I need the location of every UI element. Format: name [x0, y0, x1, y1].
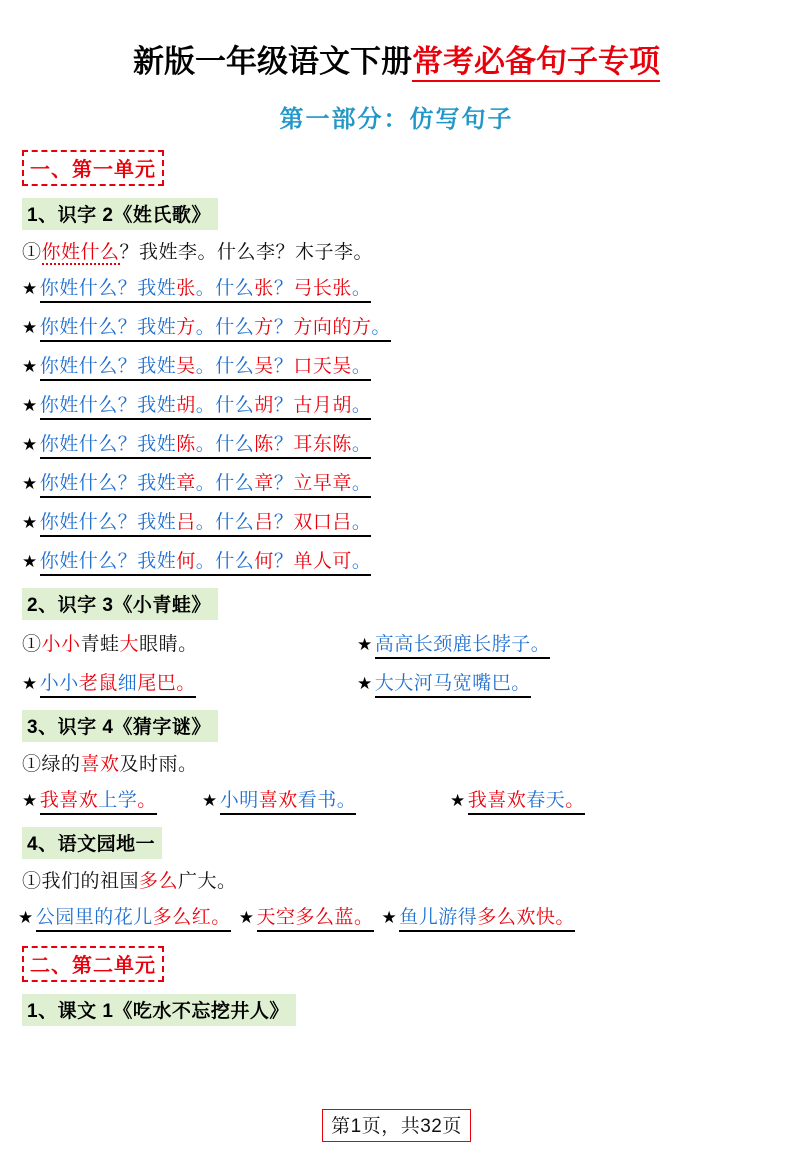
answer-text [40, 668, 196, 698]
star-icon: ★ [450, 791, 466, 810]
answer-seg: 春天 [526, 790, 566, 811]
star-icon: ★ [238, 908, 255, 927]
answer-seg: 口天吴 [293, 356, 352, 377]
answer-seg: 。什么 [195, 395, 255, 416]
star-icon: ★ [22, 357, 38, 376]
answer-seg: 胡 [254, 395, 274, 416]
answer-seg: 你姓什么？我姓 [39, 278, 177, 299]
answer-seg: 方 [176, 317, 196, 338]
answer-seg: 。什么 [195, 512, 255, 533]
answer-text [257, 902, 374, 932]
unit-2-section-heading-wrapper [0, 982, 793, 1026]
answer-row [22, 351, 793, 381]
example-prefix: ① [22, 754, 42, 775]
example-prefix: ① [22, 634, 42, 655]
section-2-second-row [22, 668, 793, 698]
answer-text [40, 785, 157, 815]
answer-row [450, 785, 585, 815]
answer-row [22, 390, 793, 420]
page-title [0, 36, 793, 81]
section-4-heading: 4、语文园地一 [22, 827, 162, 859]
page-subtitle: 第一部分：仿写句子 [279, 106, 514, 133]
star-icon: ★ [22, 435, 38, 454]
answer-seg: 立早章 [293, 473, 352, 494]
answer-seg: ？ [273, 473, 294, 494]
document-page [0, 36, 793, 1158]
answer-seg: ？ [273, 395, 294, 416]
answer-seg: 吕 [254, 512, 274, 533]
answer-seg: ？ [273, 512, 294, 533]
answer-seg: 吕 [176, 512, 196, 533]
answer-row [22, 429, 793, 459]
answer-seg: ？ [273, 278, 294, 299]
answer-seg: 。 [351, 473, 372, 494]
star-icon: ★ [357, 635, 373, 654]
unit-1-heading-wrapper [0, 134, 793, 186]
answer-seg: 单人可 [293, 551, 352, 572]
answer-text: 大大河马宽嘴巴。 [375, 668, 531, 698]
star-icon: ★ [22, 552, 38, 571]
star-icon: ★ [22, 396, 38, 415]
section-1-heading-wrapper [0, 186, 793, 230]
answer-seg: 何 [254, 551, 274, 572]
answer-text [36, 902, 231, 932]
answer-text: 高高长颈鹿长脖子。 [375, 629, 551, 659]
answer-text [40, 390, 372, 420]
answer-row [202, 785, 450, 815]
answer-seg: 。什么 [195, 356, 255, 377]
answer-seg: 陈 [254, 434, 274, 455]
example-seg: 我们的祖国 [41, 871, 140, 892]
answer-row [357, 629, 550, 659]
page-footer [0, 1109, 793, 1142]
answer-seg: 看书。 [297, 790, 357, 811]
answer-seg: ？ [273, 356, 294, 377]
example-seg: 眼睛。 [139, 634, 198, 655]
answer-seg: 。 [351, 434, 372, 455]
answer-seg: 多么欢快。 [477, 907, 575, 928]
answer-seg: 张 [176, 278, 196, 299]
answer-seg: 上学 [98, 790, 138, 811]
title-red-part: 常考必备句子专项 [412, 44, 660, 82]
answer-text [40, 507, 372, 537]
answer-text [40, 468, 372, 498]
example-prefix: ① [22, 242, 42, 263]
example-seg: 青蛙 [80, 634, 120, 655]
section-3-heading: 3、识字 4《猜字谜》 [22, 710, 218, 742]
example-emphasis: 你姓什么 [41, 242, 120, 263]
answer-seg: 方 [254, 317, 274, 338]
answer-seg: 你姓什么？我姓 [39, 551, 177, 572]
star-icon: ★ [22, 513, 38, 532]
answer-text [40, 429, 372, 459]
answer-seg: 何 [176, 551, 196, 572]
section-3-heading-wrapper [0, 698, 793, 742]
example-rest: ？我姓李。什么李？木子李。 [119, 242, 374, 263]
answer-seg: ？ [273, 551, 294, 572]
section-2-heading-wrapper [0, 576, 793, 620]
answer-seg: 。什么 [195, 551, 255, 572]
unit-2-heading: 二、第二单元 [22, 946, 164, 982]
answer-row [22, 785, 202, 815]
answer-text [40, 312, 391, 342]
answer-text [399, 902, 575, 932]
answer-row [22, 546, 793, 576]
answer-seg: 细 [117, 673, 138, 694]
section-1-heading: 1、识字 2《姓氏歌》 [22, 198, 218, 230]
section-2-example [22, 629, 357, 659]
answer-seg: 小小 [39, 673, 79, 694]
star-icon: ★ [22, 474, 38, 493]
answer-text [220, 785, 357, 815]
answer-seg: 你姓什么？我姓 [39, 473, 177, 494]
answer-row [22, 468, 793, 498]
answer-row [22, 273, 793, 303]
answer-seg: 小明 [219, 790, 259, 811]
answer-row [22, 668, 357, 698]
section-4-answers-row [18, 902, 793, 932]
page-number: 第1页，共32页 [322, 1109, 471, 1142]
answer-text [40, 273, 372, 303]
answer-seg: 吴 [254, 356, 274, 377]
answer-seg: 张 [254, 278, 274, 299]
example-emphasis: 小小 [41, 634, 81, 655]
star-icon: ★ [18, 908, 34, 927]
answer-seg: 。 [137, 790, 157, 811]
answer-text [40, 546, 372, 576]
answer-seg: 。 [565, 790, 585, 811]
answer-row [357, 668, 531, 698]
answer-row [382, 902, 575, 932]
example-seg: 及时雨。 [119, 754, 198, 775]
unit-2-heading-wrapper [0, 932, 793, 982]
answer-seg: 。什么 [195, 473, 255, 494]
example-seg: 绿的 [41, 754, 81, 775]
answer-seg: 我喜欢 [39, 790, 99, 811]
answer-row [22, 312, 793, 342]
answer-seg: 陈 [176, 434, 196, 455]
answer-seg: 弓长张 [293, 278, 352, 299]
answer-text [468, 785, 585, 815]
answer-seg: 章 [176, 473, 196, 494]
answer-seg: 老鼠 [78, 673, 118, 694]
answer-row [22, 507, 793, 537]
unit-2-section-heading: 1、课文 1《吃水不忘挖井人》 [22, 994, 296, 1026]
example-emphasis: 喜欢 [80, 754, 120, 775]
answer-seg: 你姓什么？我姓 [39, 395, 177, 416]
answer-seg: 。什么 [195, 278, 255, 299]
section-3-example [22, 749, 793, 776]
star-icon: ★ [357, 674, 373, 693]
answer-seg: 公园里的花儿 [35, 907, 153, 928]
answer-seg: 章 [254, 473, 274, 494]
section-2-first-row [22, 629, 793, 659]
answer-seg: 。 [371, 317, 391, 338]
answer-seg: 双口吕 [293, 512, 352, 533]
star-icon: ★ [22, 674, 38, 693]
answer-row [239, 902, 374, 932]
star-icon: ★ [22, 791, 38, 810]
example-emphasis: 大 [119, 634, 140, 655]
answer-seg: 鱼儿游得 [399, 907, 478, 928]
star-icon: ★ [381, 908, 398, 927]
answer-seg: 尾巴。 [137, 673, 196, 694]
answer-seg: 多么红。 [152, 907, 231, 928]
answer-seg: 你姓什么？我姓 [39, 356, 177, 377]
answer-seg: 你姓什么？我姓 [39, 434, 177, 455]
answer-row [18, 902, 231, 932]
section-1-example [22, 237, 793, 264]
answer-seg: 胡 [176, 395, 196, 416]
section-2-heading: 2、识字 3《小青蛙》 [22, 588, 218, 620]
answer-seg: 。 [351, 395, 372, 416]
answer-seg: 喜欢 [258, 790, 298, 811]
example-prefix: ① [22, 871, 42, 892]
answer-text [40, 351, 372, 381]
answer-seg: 。 [351, 512, 372, 533]
star-icon: ★ [22, 279, 38, 298]
answer-seg: 。什么 [195, 434, 255, 455]
answer-seg: 吴 [176, 356, 196, 377]
example-emphasis: 多么 [139, 871, 179, 892]
title-black-part: 新版一年级语文下册 [133, 44, 412, 79]
section-4-example [22, 866, 793, 893]
section-4-heading-wrapper [0, 815, 793, 859]
answer-seg: 我喜欢 [467, 790, 527, 811]
answer-seg: 古月胡 [293, 395, 352, 416]
section-3-answers-row [22, 785, 793, 815]
answer-seg: 方向的方 [293, 317, 372, 338]
answer-seg: 。 [351, 551, 372, 572]
answer-seg: 。 [351, 356, 372, 377]
unit-1-heading: 一、第一单元 [22, 150, 164, 186]
answer-seg: 。什么 [195, 317, 255, 338]
answer-seg: ？ [273, 434, 294, 455]
answer-seg: 你姓什么？我姓 [39, 512, 177, 533]
answer-seg: 。 [351, 278, 372, 299]
star-icon: ★ [202, 791, 218, 810]
answer-seg: ？ [273, 317, 294, 338]
answer-seg: 你姓什么？我姓 [39, 317, 177, 338]
answer-seg: 天空多么蓝。 [256, 907, 374, 928]
star-icon: ★ [22, 318, 38, 337]
example-seg: 广大。 [178, 871, 237, 892]
answer-seg: 耳东陈 [293, 434, 352, 455]
